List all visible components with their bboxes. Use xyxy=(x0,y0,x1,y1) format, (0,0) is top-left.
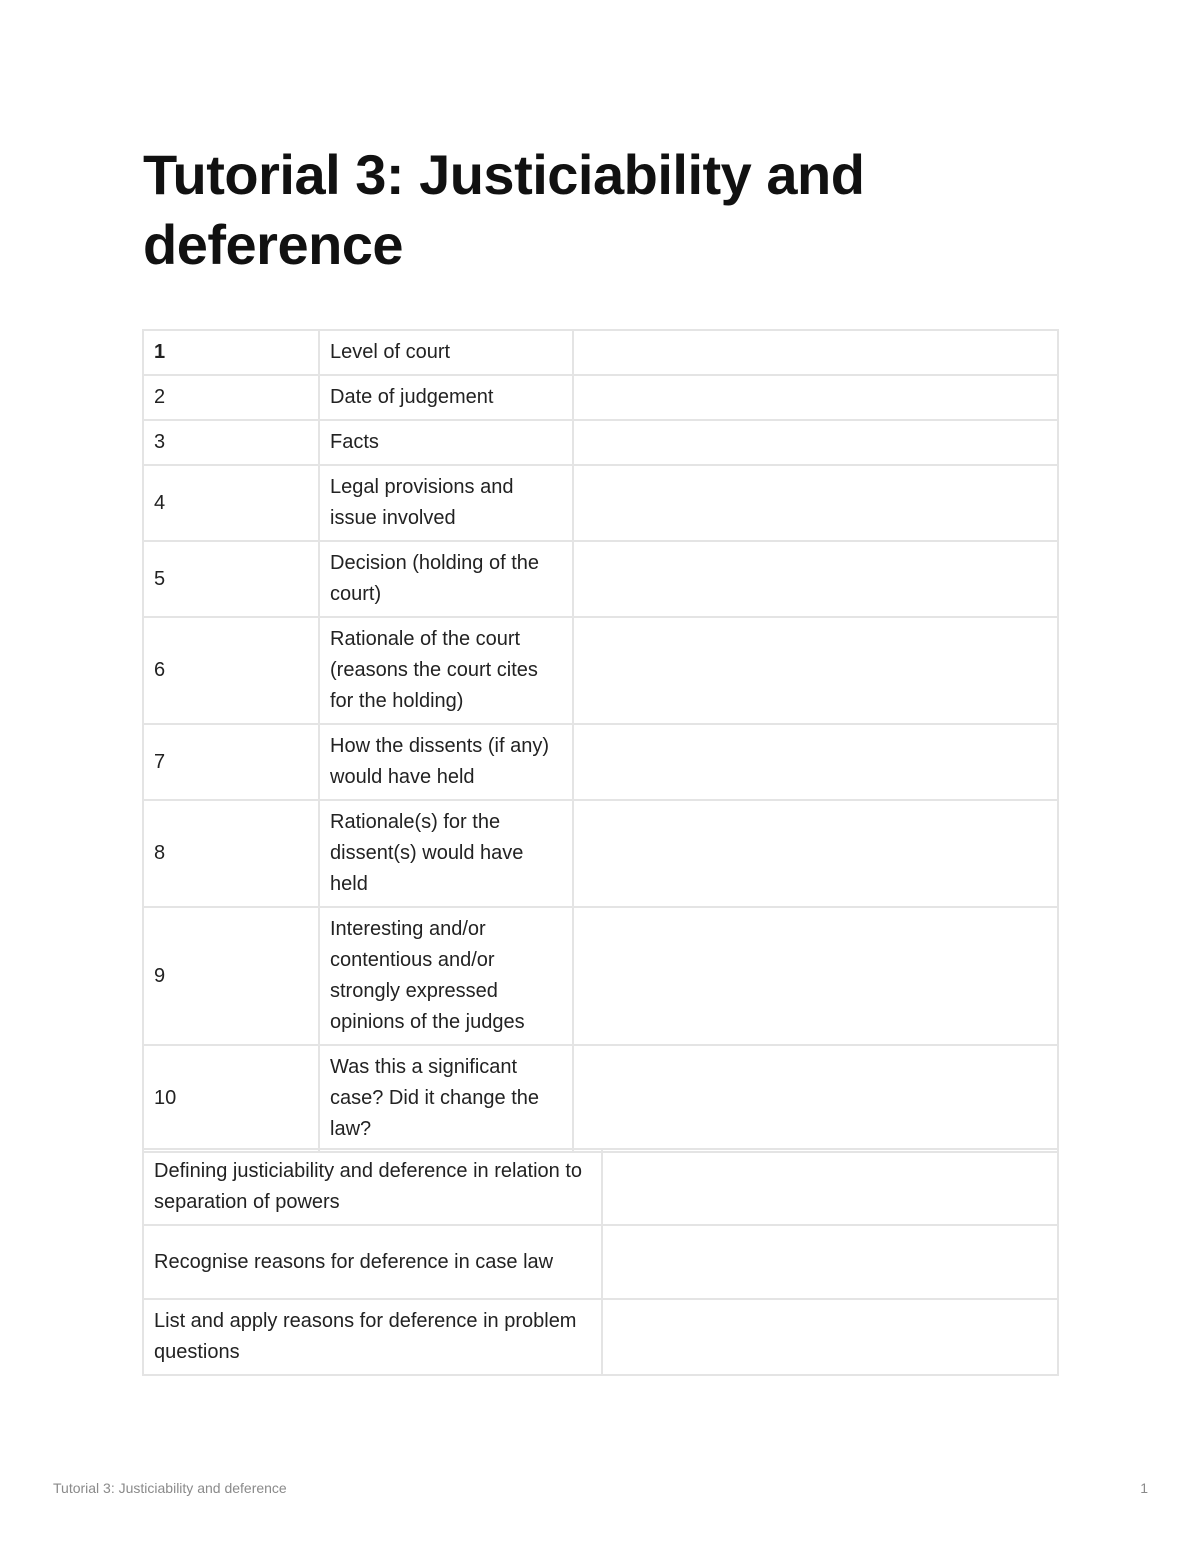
row-label: Facts xyxy=(319,420,573,465)
learning-outcomes-table xyxy=(142,1148,1059,1376)
answer-cell[interactable] xyxy=(573,420,1058,465)
row-number: 2 xyxy=(143,375,319,420)
answer-cell[interactable] xyxy=(573,800,1058,907)
answer-cell[interactable] xyxy=(573,1045,1058,1152)
row-label: Decision (holding of the court) xyxy=(319,541,573,617)
table-row xyxy=(143,1225,1058,1299)
answer-cell[interactable] xyxy=(602,1149,1058,1225)
table-row xyxy=(143,1299,1058,1375)
row-label: Legal provisions and issue involved xyxy=(319,465,573,541)
table-row xyxy=(143,375,1058,420)
row-number: 1 xyxy=(143,330,319,375)
outcome-label: Defining justiciability and deference in relation to separation of powers xyxy=(143,1149,602,1225)
table-row xyxy=(143,465,1058,541)
answer-cell[interactable] xyxy=(573,330,1058,375)
row-label: How the dissents (if any) would have held xyxy=(319,724,573,800)
table-row xyxy=(143,800,1058,907)
table-row xyxy=(143,907,1058,1045)
table-row xyxy=(143,420,1058,465)
table-row xyxy=(143,541,1058,617)
row-label: Was this a significant case? Did it change the law? xyxy=(319,1045,573,1152)
table-row xyxy=(143,724,1058,800)
row-number: 3 xyxy=(143,420,319,465)
row-number: 10 xyxy=(143,1045,319,1152)
row-number: 8 xyxy=(143,800,319,907)
row-number: 6 xyxy=(143,617,319,724)
answer-cell[interactable] xyxy=(573,617,1058,724)
answer-cell[interactable] xyxy=(602,1299,1058,1375)
row-label: Date of judgement xyxy=(319,375,573,420)
footer-page-number: 1 xyxy=(1140,1480,1148,1496)
footer-document-title: Tutorial 3: Justiciability and deference xyxy=(53,1480,287,1496)
row-label: Rationale(s) for the dissent(s) would have held xyxy=(319,800,573,907)
outcome-label: List and apply reasons for deference in problem questions xyxy=(143,1299,602,1375)
table-row xyxy=(143,617,1058,724)
answer-cell[interactable] xyxy=(573,907,1058,1045)
row-label: Level of court xyxy=(319,330,573,375)
page-title: Tutorial 3: Justiciability and deference xyxy=(143,143,865,276)
row-number: 7 xyxy=(143,724,319,800)
table-row xyxy=(143,330,1058,375)
answer-cell[interactable] xyxy=(602,1225,1058,1299)
row-label: Interesting and/or contentious and/or strongly expressed opinions of the judges xyxy=(319,907,573,1045)
answer-cell[interactable] xyxy=(573,465,1058,541)
case-analysis-table xyxy=(142,329,1059,1153)
answer-cell[interactable] xyxy=(573,724,1058,800)
table-row xyxy=(143,1045,1058,1152)
row-number: 9 xyxy=(143,907,319,1045)
row-number: 5 xyxy=(143,541,319,617)
row-number: 4 xyxy=(143,465,319,541)
row-label: Rationale of the court (reasons the court cites for the holding) xyxy=(319,617,573,724)
answer-cell[interactable] xyxy=(573,541,1058,617)
outcome-label: Recognise reasons for deference in case law xyxy=(143,1225,602,1299)
answer-cell[interactable] xyxy=(573,375,1058,420)
table-row xyxy=(143,1149,1058,1225)
